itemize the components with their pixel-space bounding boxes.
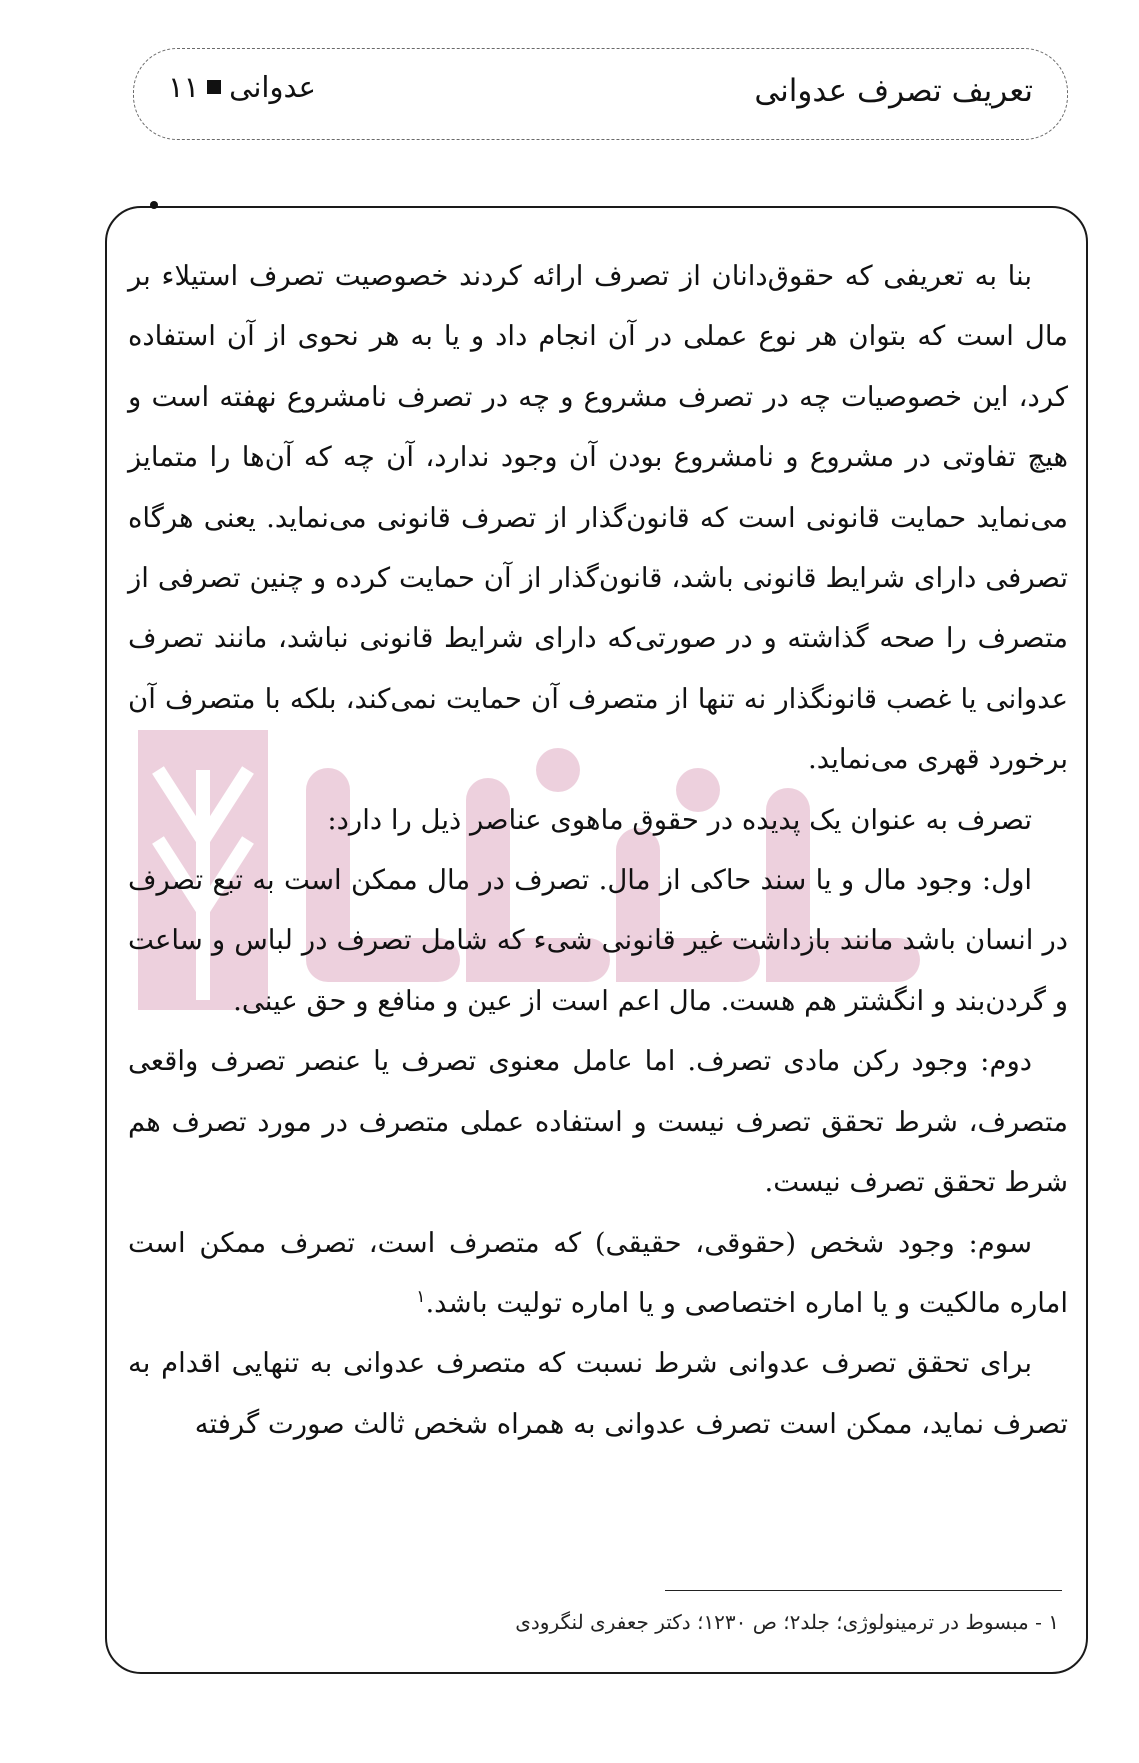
running-head <box>168 67 316 107</box>
paragraph-first-element: اول: وجود مال و یا سند حاکی از مال. تصرف در مال ممکن است به تبع تصرف در انسان باشد مانند بازداشت غیر قانونی شیء که شامل تصرف در لباس و ساعت و گردن‌بند و انگشتر هم هست. مال اعم است از عین و منافع و حق عینی. <box>128 864 1068 1017</box>
square-bullet-icon <box>207 80 221 94</box>
paragraph-elements-intro: تصرف به عنوان یک پدیده در حقوق ماهوی عناصر ذیل را دارد: <box>327 803 1032 836</box>
footnote-marker: ۱ <box>416 1286 426 1307</box>
footnote: ۱ - مبسوط در ترمینولوژی؛ جلد۲؛ ص ۱۲۳۰؛ دکتر جعفری لنگرودی <box>515 1610 1059 1634</box>
frame-corner-dot <box>150 201 158 209</box>
running-head-text: عدوانی <box>229 70 316 104</box>
chapter-title: تعریف تصرف عدوانی <box>754 73 1033 109</box>
footnote-divider <box>665 1590 1062 1591</box>
page-number: ۱۱ <box>168 70 200 104</box>
paragraph-third-element <box>128 1213 1068 1334</box>
page-header <box>133 48 1068 140</box>
third-element-text: سوم: وجود شخص (حقوقی، حقیقی) که متصرف است، تصرف ممکن است اماره مالکیت و یا اماره اختصاصی و یا اماره تولیت باشد. <box>128 1226 1068 1319</box>
paragraph-definition: بنا به تعریفی که حقوق‌دانان از تصرف ارائه کردند خصوصیت تصرف استیلاء بر مال است که بتوان هر نوع عملی در آن انجام داد و یا به هر نحوی از آن استفاده کرد، این خصوصیات چه در تصرف مشروع و چه در تصرف نامشروع نهفته است و هیچ تفاوتی در مشروع و نامشروع بودن آن وجود ندارد، آن چه که آن‌ها را متمایز می‌نماید حمایت قانونی است که قانون‌گذار از تصرف قانونی می‌نماید. یعنی هرگاه تصرفی دارای شرایط قانونی باشد، قانون‌گذار از آن حمایت کرده و چنین تصرفی از متصرف را صحه گذاشته و در صورتی‌که دارای شرایط قانونی نباشد، مانند تصرف عدوانی یا غصب قانونگذار نه تنها از متصرف آن حمایت نمی‌کند، بلکه با متصرف آن برخورد قهری می‌نماید. <box>128 260 1068 776</box>
paragraph-condition: برای تحقق تصرف عدوانی شرط نسبت که متصرف عدوانی به تنهایی اقدام به تصرف نماید، ممکن است تصرف عدوانی به همراه شخص ثالث صورت گرفته <box>128 1347 1068 1440</box>
paragraph-second-element: دوم: وجود رکن مادی تصرف. اما عامل معنوی تصرف یا عنصر تصرف واقعی متصرف، شرط تحقق تصرف نیست و استفاده عملی متصرف در مورد تصرف هم شرط تحقق تصرف نیست. <box>128 1045 1068 1199</box>
body-text <box>128 246 1068 1454</box>
